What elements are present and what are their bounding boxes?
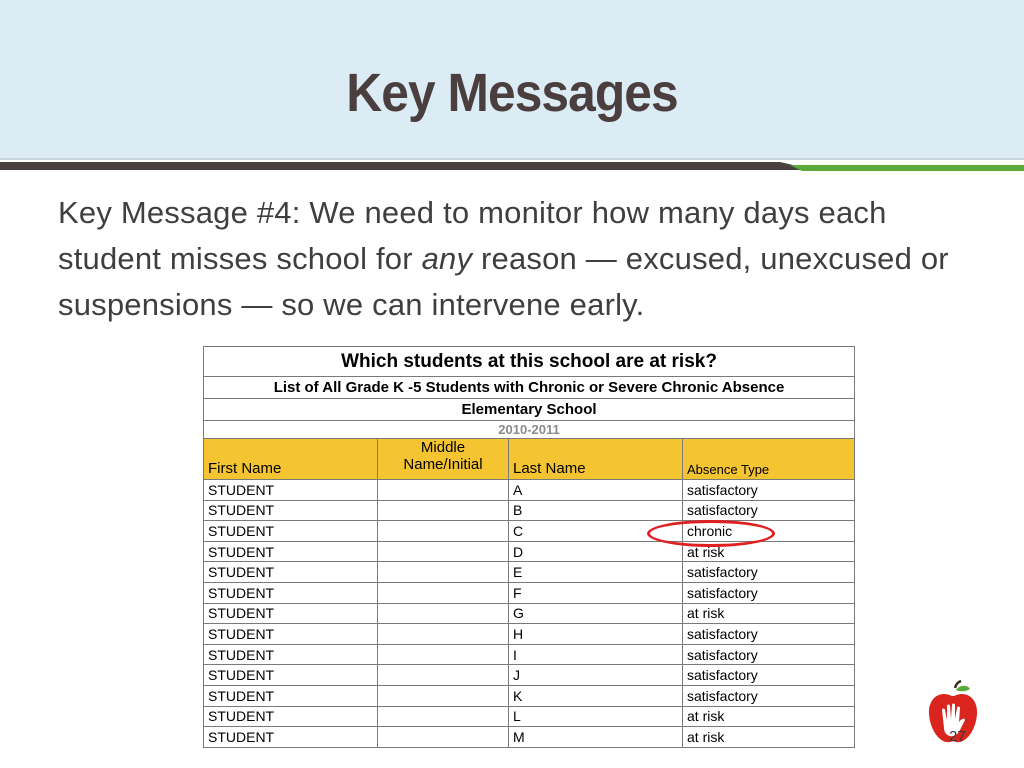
cell-first: STUDENT [204, 665, 378, 686]
cell-absence: at risk [683, 706, 855, 727]
cell-absence: satisfactory [683, 685, 855, 706]
table-row [204, 541, 855, 562]
cell-absence: satisfactory [683, 562, 855, 583]
key-message-prefix: Key Message #4: We need to monitor how many days each student misses school for [58, 195, 887, 276]
table-row [204, 685, 855, 706]
table-row [204, 480, 855, 501]
cell-middle [378, 603, 509, 624]
cell-first: STUDENT [204, 727, 378, 748]
cell-absence: at risk [683, 541, 855, 562]
cell-absence: satisfactory [683, 480, 855, 501]
table-row [204, 665, 855, 686]
cell-absence: satisfactory [683, 582, 855, 603]
cell-middle [378, 624, 509, 645]
cell-absence: satisfactory [683, 665, 855, 686]
key-message-suffix: reason — excused, unexcused or suspensions — so we can intervene early. [58, 241, 949, 322]
cell-middle [378, 582, 509, 603]
cell-absence: at risk [683, 727, 855, 748]
cell-middle [378, 500, 509, 521]
header-divider [0, 158, 1024, 160]
key-message-text [58, 190, 998, 328]
cell-last: M [509, 727, 683, 748]
cell-absence: satisfactory [683, 624, 855, 645]
cell-first: STUDENT [204, 582, 378, 603]
cell-last: L [509, 706, 683, 727]
cell-last: G [509, 603, 683, 624]
cell-last: B [509, 500, 683, 521]
cell-first: STUDENT [204, 541, 378, 562]
table-subtitle: List of All Grade K -5 Students with Chronic or Severe Chronic Absence [204, 377, 855, 399]
table-title-row [204, 347, 855, 377]
cell-first: STUDENT [204, 644, 378, 665]
header-first-name: First Name [204, 439, 378, 480]
cell-last: D [509, 541, 683, 562]
cell-first: STUDENT [204, 624, 378, 645]
cell-middle [378, 562, 509, 583]
cell-absence: chronic [683, 521, 855, 542]
table-row [204, 706, 855, 727]
at-risk-students-table [203, 346, 855, 748]
cell-first: STUDENT [204, 500, 378, 521]
slide-title: Key Messages [346, 63, 678, 123]
table-row [204, 727, 855, 748]
cell-last: C [509, 521, 683, 542]
cell-middle [378, 541, 509, 562]
cell-last: A [509, 480, 683, 501]
cell-first: STUDENT [204, 685, 378, 706]
accent-bar-dark [0, 162, 815, 170]
page-number: 27 [949, 728, 966, 745]
cell-middle [378, 480, 509, 501]
header-absence-type: Absence Type [683, 439, 855, 480]
header-last-name: Last Name [509, 439, 683, 480]
cell-first: STUDENT [204, 562, 378, 583]
accent-bar-green [790, 165, 1024, 171]
cell-last: I [509, 644, 683, 665]
header-middle-name [378, 439, 509, 480]
table-school: Elementary School [204, 399, 855, 421]
table-year-row [204, 421, 855, 439]
cell-middle [378, 665, 509, 686]
table-row [204, 562, 855, 583]
table-title: Which students at this school are at risk? [204, 347, 855, 377]
table-row [204, 500, 855, 521]
cell-last: F [509, 582, 683, 603]
table-row [204, 644, 855, 665]
table-row [204, 582, 855, 603]
cell-middle [378, 727, 509, 748]
cell-last: K [509, 685, 683, 706]
cell-last: E [509, 562, 683, 583]
table-subtitle-row [204, 377, 855, 399]
cell-middle [378, 521, 509, 542]
cell-middle [378, 706, 509, 727]
cell-first: STUDENT [204, 480, 378, 501]
cell-last: H [509, 624, 683, 645]
chronic-highlight-circle [647, 520, 775, 547]
cell-absence: at risk [683, 603, 855, 624]
table-row [204, 624, 855, 645]
cell-first: STUDENT [204, 706, 378, 727]
cell-first: STUDENT [204, 521, 378, 542]
cell-middle [378, 644, 509, 665]
header-middle-line2: Name/Initial [403, 456, 483, 473]
table-header-row [204, 439, 855, 480]
table-row [204, 603, 855, 624]
cell-first: STUDENT [204, 603, 378, 624]
table-school-row [204, 399, 855, 421]
table-year: 2010-2011 [204, 421, 855, 439]
cell-absence: satisfactory [683, 500, 855, 521]
cell-absence: satisfactory [683, 644, 855, 665]
key-message-emphasis: any [421, 241, 473, 276]
header-middle-line1: Middle [420, 439, 466, 456]
cell-last: J [509, 665, 683, 686]
cell-middle [378, 685, 509, 706]
